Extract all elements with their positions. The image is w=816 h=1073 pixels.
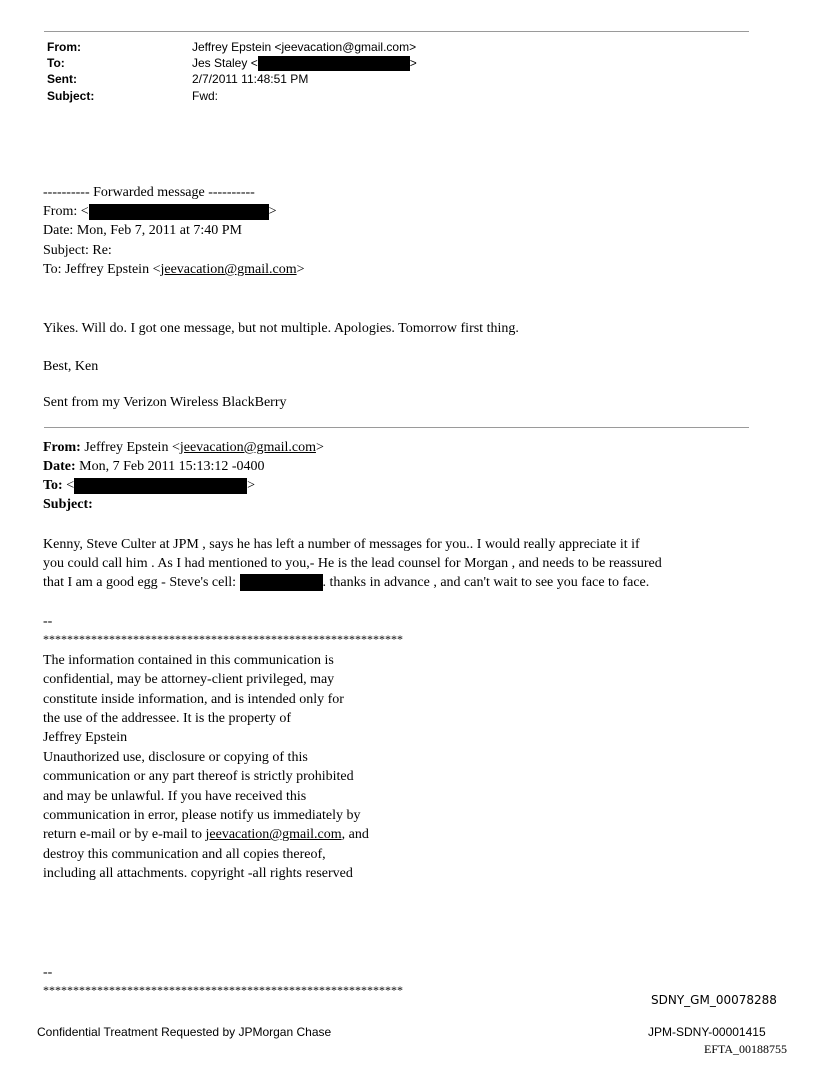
forwarded-device-signature: Sent from my Verizon Wireless BlackBerry [43, 395, 287, 410]
section-divider [44, 427, 749, 428]
email-link[interactable]: jeevacation@gmail.com [179, 440, 316, 455]
header-to-value [192, 56, 417, 71]
original-from-suffix: > [315, 440, 324, 455]
forwarded-date: Date: Mon, Feb 7, 2011 at 7:40 PM [43, 223, 242, 238]
stars-divider: ************************************************************ [43, 983, 403, 997]
disclaimer-line [43, 825, 369, 844]
disclaimer-line: Unauthorized use, disclosure or copying of this [43, 750, 308, 765]
disclaimer-return-suffix: , and [341, 827, 369, 842]
original-body-line [43, 573, 649, 592]
disclaimer-return-prefix: return e-mail or by e-mail to [43, 827, 206, 842]
top-divider [44, 31, 749, 32]
disclaimer-line: communication in error, please notify us immediately by [43, 808, 361, 823]
header-sent-value: 2/7/2011 11:48:51 PM [192, 72, 309, 86]
disclaimer-line: communication or any part thereof is strictly prohibited [43, 769, 354, 784]
disclaimer-line: and may be unlawful. If you have received this [43, 789, 307, 804]
original-to-suffix: > [247, 478, 256, 493]
bates-sdny-gm: SDNY_GM_00078288 [651, 993, 777, 1007]
disclaimer-line: including all attachments. copyright -all rights reserved [43, 866, 353, 881]
header-to-label: To: [47, 56, 65, 70]
original-from-label: From: [43, 440, 81, 455]
disclaimer-line: The information contained in this communication is [43, 653, 334, 668]
confidential-notice: Confidential Treatment Requested by JPMorgan Chase [37, 1025, 332, 1039]
forwarded-signoff: Best, Ken [43, 359, 99, 374]
forwarded-to [43, 260, 305, 279]
stars-divider: ************************************************************ [43, 632, 403, 646]
redaction-bar [89, 204, 269, 220]
original-to-label: To: [43, 478, 63, 493]
redaction-bar [258, 56, 410, 71]
original-from-name: Jeffrey Epstein < [80, 440, 180, 455]
header-to-close: > [409, 56, 417, 70]
email-link[interactable]: jeevacation@gmail.com [205, 827, 342, 842]
disclaimer-line: constitute inside information, and is intended only for [43, 692, 344, 707]
header-from-value: Jeffrey Epstein <jeevacation@gmail.com> [192, 40, 417, 54]
header-from-label: From: [47, 40, 81, 54]
original-body-text: . thanks in advance , and can't wait to see you face to face. [322, 575, 650, 590]
forwarded-from [43, 202, 277, 221]
forwarded-from-prefix: From: < [43, 204, 89, 219]
disclaimer-line: destroy this communication and all copies thereof, [43, 847, 326, 862]
original-to-prefix: < [62, 478, 75, 493]
original-from [43, 438, 324, 457]
header-subject-value: Fwd: [192, 89, 219, 103]
disclaimer-line: the use of the addressee. It is the property of [43, 711, 292, 726]
original-date [43, 457, 265, 476]
forwarded-subject: Subject: Re: [43, 243, 112, 258]
original-date-value: Mon, 7 Feb 2011 15:13:12 -0400 [75, 459, 265, 474]
forwarded-body: Yikes. Will do. I got one message, but not multiple. Apologies. Tomorrow first thing. [43, 321, 519, 336]
original-subject [43, 495, 93, 514]
forwarded-divider: ---------- Forwarded message ---------- [43, 185, 255, 200]
forwarded-to-suffix: > [296, 262, 305, 277]
redaction-bar [240, 574, 323, 591]
forwarded-to-prefix: To: Jeffrey Epstein < [43, 262, 161, 277]
signature-dashes: -- [43, 614, 53, 629]
disclaimer-line: confidential, may be attorney-client privileged, may [43, 672, 335, 687]
header-subject-label: Subject: [47, 89, 95, 103]
signature-dashes: -- [43, 965, 53, 980]
redaction-bar [74, 478, 247, 494]
bates-jpm-sdny: JPM-SDNY-00001415 [648, 1025, 766, 1039]
original-to [43, 476, 255, 495]
original-subject-label: Subject: [43, 497, 93, 512]
disclaimer-line: Jeffrey Epstein [43, 730, 128, 745]
bates-efta: EFTA_00188755 [704, 1042, 788, 1056]
header-sent-label: Sent: [47, 72, 77, 86]
header-to-name: Jes Staley < [192, 56, 258, 70]
original-body-line: Kenny, Steve Culter at JPM , says he has left a number of messages for you.. I would really appreciate it if [43, 537, 640, 552]
original-body-line: you could call him . As I had mentioned to you,- He is the lead counsel for Morgan , and needs to be reassured [43, 556, 662, 571]
email-link[interactable]: jeevacation@gmail.com [160, 262, 297, 277]
original-body-text: that I am a good egg - Steve's cell: [43, 575, 240, 590]
forwarded-from-suffix: > [268, 204, 277, 219]
original-date-label: Date: [43, 459, 76, 474]
